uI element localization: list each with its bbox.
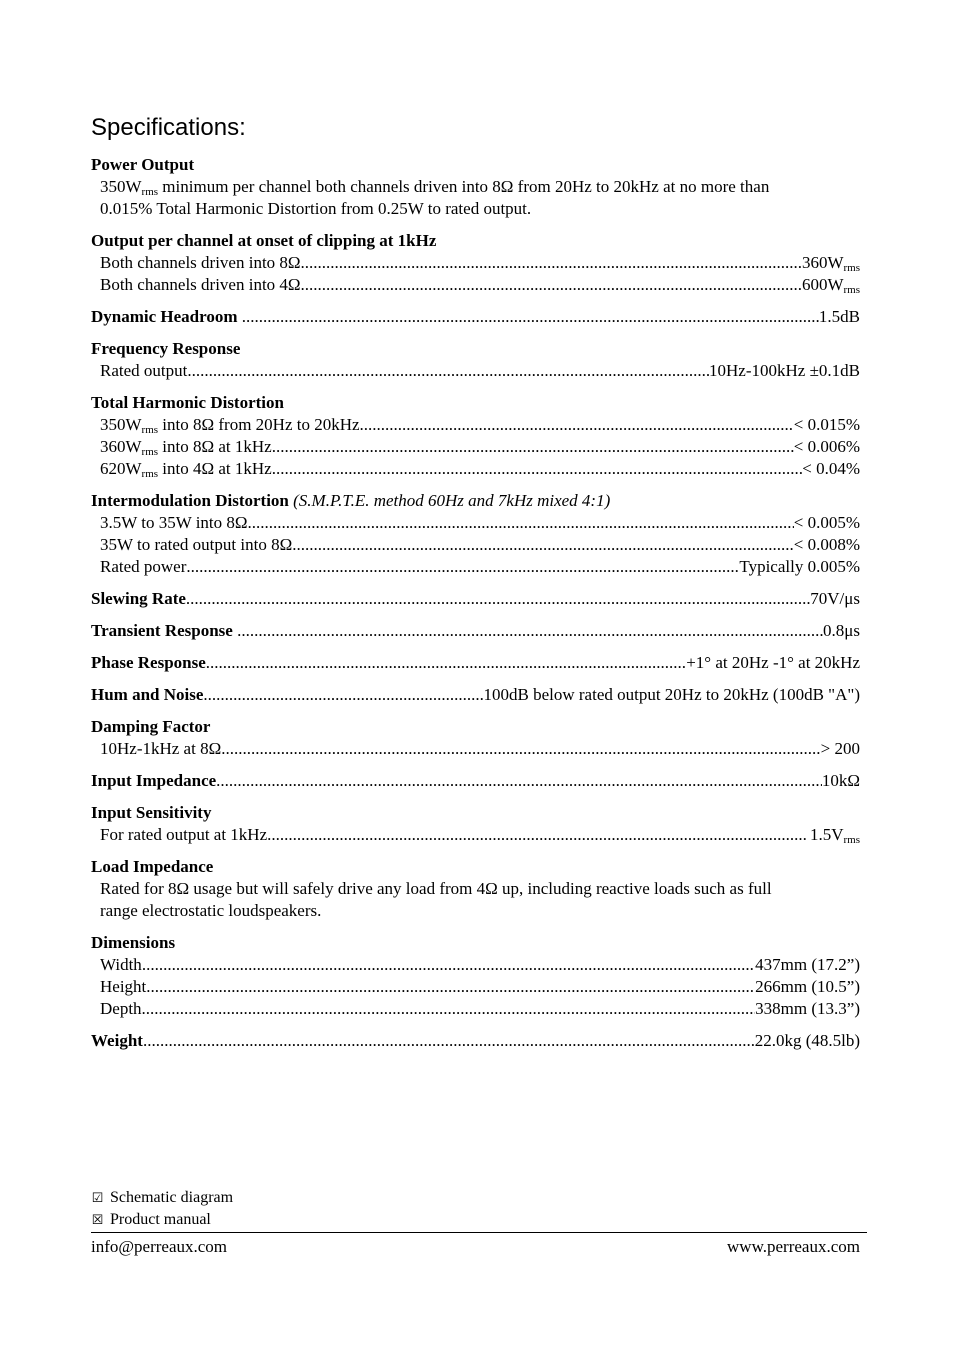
spec-row — [91, 414, 860, 436]
row-value: < 0.005% — [793, 513, 860, 532]
spec-row — [91, 976, 860, 998]
spec-row — [91, 458, 860, 480]
row-value: 1.5dB — [818, 307, 860, 326]
checklist-label: Schematic diagram — [110, 1189, 234, 1206]
row-label: Depth — [100, 999, 142, 1018]
spec-list — [91, 154, 860, 1062]
row-label: $350W_{rms}$ into 8Ω from 20Hz to 20kHz — [100, 415, 360, 436]
crossed-box-icon: ☒ — [91, 1213, 104, 1228]
spec-row — [91, 770, 860, 792]
row-value: 0.8μs — [823, 621, 860, 640]
row-label: Hum and Noise — [91, 685, 204, 704]
footer-divider — [91, 1232, 867, 1233]
page-title: Specifications: — [91, 114, 246, 141]
row-label: Rated power — [100, 557, 187, 576]
spec-row — [91, 556, 860, 578]
dot-leader — [360, 414, 794, 436]
row-value: < 0.006% — [793, 437, 860, 456]
row-label: 3.5W to 35W into 8Ω — [100, 513, 248, 532]
dot-leader — [221, 738, 820, 760]
row-value: < 0.015% — [793, 415, 860, 434]
dot-leader — [301, 252, 802, 274]
row-label: Rated output — [100, 361, 188, 380]
dot-leader — [272, 436, 794, 458]
spec-text: Rated for 8Ω usage but will safely drive any load from 4Ω up, including reactive loads such as full — [100, 879, 772, 898]
dot-leader — [203, 684, 483, 706]
spec-row — [91, 738, 860, 760]
row-value: $600W_{rms}$ — [801, 275, 860, 296]
spec-heading: Intermodulation Distortion (S.M.P.T.E. method 60Hz and 7kHz mixed 4:1) — [91, 491, 611, 510]
dot-leader — [216, 770, 822, 792]
row-value: 10Hz-100kHz ±0.1dB — [709, 361, 860, 380]
spec-heading: Frequency Response — [91, 339, 241, 358]
spec-row — [91, 274, 860, 296]
spec-transient-response — [91, 620, 860, 642]
spec-row — [91, 512, 860, 534]
spec-row — [91, 954, 860, 976]
row-value: 10kΩ — [821, 771, 860, 790]
row-label: Both channels driven into 4Ω — [100, 275, 301, 294]
spec-hum-noise — [91, 684, 860, 706]
row-value: 266mm (10.5”) — [755, 977, 860, 996]
row-value: 437mm (17.2”) — [755, 955, 860, 974]
spec-dimensions — [91, 932, 860, 1020]
spec-frequency-response — [91, 338, 860, 382]
row-label: 10Hz-1kHz at 8Ω — [100, 739, 222, 758]
spec-clipping — [91, 230, 860, 296]
spec-text: range electrostatic loudspeakers. — [100, 901, 322, 920]
spec-heading: Total Harmonic Distortion — [91, 393, 284, 412]
dot-leader — [237, 620, 823, 642]
spec-row — [91, 306, 860, 328]
row-label: Transient Response — [91, 621, 233, 640]
spec-phase-response — [91, 652, 860, 674]
row-value: 70V/μs — [810, 589, 860, 608]
dot-leader — [186, 588, 810, 610]
spec-row — [91, 436, 860, 458]
spec-heading: Power Output — [91, 155, 195, 174]
spec-dynamic-headroom — [91, 306, 860, 328]
spec-row — [91, 684, 860, 706]
row-value: 338mm (13.3”) — [755, 999, 860, 1018]
row-value: < 0.008% — [793, 535, 860, 554]
row-label: Slewing Rate — [91, 589, 186, 608]
spec-row — [91, 360, 860, 382]
spec-heading: Damping Factor — [91, 717, 211, 736]
checklist-item — [91, 1187, 233, 1209]
subscript: rms — [141, 186, 159, 198]
dot-leader — [292, 534, 794, 556]
spec-input-impedance — [91, 770, 860, 792]
spec-text: 350W — [100, 177, 142, 196]
spec-row — [91, 534, 860, 556]
row-label: Width — [100, 955, 142, 974]
dot-leader — [186, 556, 739, 578]
dot-leader — [248, 512, 794, 534]
spec-text: minimum per channel both channels driven into 8Ω from 20Hz to 20kHz at no more than — [158, 177, 770, 196]
dot-leader — [206, 652, 686, 674]
spec-row — [91, 824, 860, 846]
row-value: 100dB below rated output 20Hz to 20kHz (100dB "A") — [483, 685, 860, 704]
row-label: For rated output at 1kHz — [100, 825, 268, 844]
spec-heading: Load Impedance — [91, 857, 214, 876]
checked-box-icon: ☑ — [91, 1191, 104, 1206]
row-value: $1.5V_{rms}$ — [809, 825, 860, 846]
row-label: Both channels driven into 8Ω — [100, 253, 301, 272]
document-checklist — [91, 1187, 233, 1231]
spec-row — [91, 620, 860, 642]
spec-heading: Dimensions — [91, 933, 176, 952]
spec-paragraph — [91, 878, 860, 922]
spec-paragraph — [91, 176, 860, 220]
row-value: +1° at 20Hz -1° at 20kHz — [686, 653, 860, 672]
row-label: Height — [100, 977, 147, 996]
spec-heading: Output per channel at onset of clipping at 1kHz — [91, 231, 437, 250]
spec-thd — [91, 392, 860, 480]
row-value: 22.0kg (48.5lb) — [754, 1031, 860, 1050]
spec-heading: Input Sensitivity — [91, 803, 212, 822]
row-label: Weight — [91, 1031, 143, 1050]
spec-load-impedance — [91, 856, 860, 922]
dot-leader — [146, 976, 755, 998]
dot-leader — [142, 954, 755, 976]
spec-weight — [91, 1030, 860, 1052]
row-value: $360W_{rms}$ — [801, 253, 860, 274]
dot-leader — [143, 1030, 755, 1052]
checklist-label: Product manual — [110, 1211, 211, 1228]
spec-note: (S.M.P.T.E. method 60Hz and 7kHz mixed 4:1) — [293, 491, 611, 510]
spec-power-output — [91, 154, 860, 220]
row-value: > 200 — [820, 739, 860, 758]
spec-row — [91, 652, 860, 674]
dot-leader — [187, 360, 709, 382]
spec-row — [91, 998, 860, 1020]
footer-email[interactable]: info@perreaux.com — [91, 1237, 228, 1256]
spec-row — [91, 588, 860, 610]
dot-leader — [301, 274, 802, 296]
spec-row — [91, 1030, 860, 1052]
row-label: 35W to rated output into 8Ω — [100, 535, 293, 554]
spec-row — [91, 252, 860, 274]
spec-imd — [91, 490, 860, 578]
dot-leader — [242, 306, 819, 328]
dot-leader — [142, 998, 756, 1020]
row-value: Typically 0.005% — [739, 557, 860, 576]
checklist-item — [91, 1209, 233, 1231]
dot-leader — [267, 824, 806, 846]
dot-leader — [272, 458, 803, 480]
row-label: Input Impedance — [91, 771, 217, 790]
row-label: Phase Response — [91, 653, 206, 672]
row-label: $620W_{rms}$ into 4Ω at 1kHz — [100, 459, 272, 480]
row-value: < 0.04% — [802, 459, 860, 478]
row-label: $360W_{rms}$ into 8Ω at 1kHz — [100, 437, 272, 458]
row-label: Dynamic Headroom — [91, 307, 238, 326]
footer-website[interactable]: www.perreaux.com — [727, 1237, 860, 1256]
spec-damping-factor — [91, 716, 860, 760]
spec-slewing-rate — [91, 588, 860, 610]
spec-input-sensitivity — [91, 802, 860, 846]
spec-text: 0.015% Total Harmonic Distortion from 0.25W to rated output. — [100, 199, 532, 218]
